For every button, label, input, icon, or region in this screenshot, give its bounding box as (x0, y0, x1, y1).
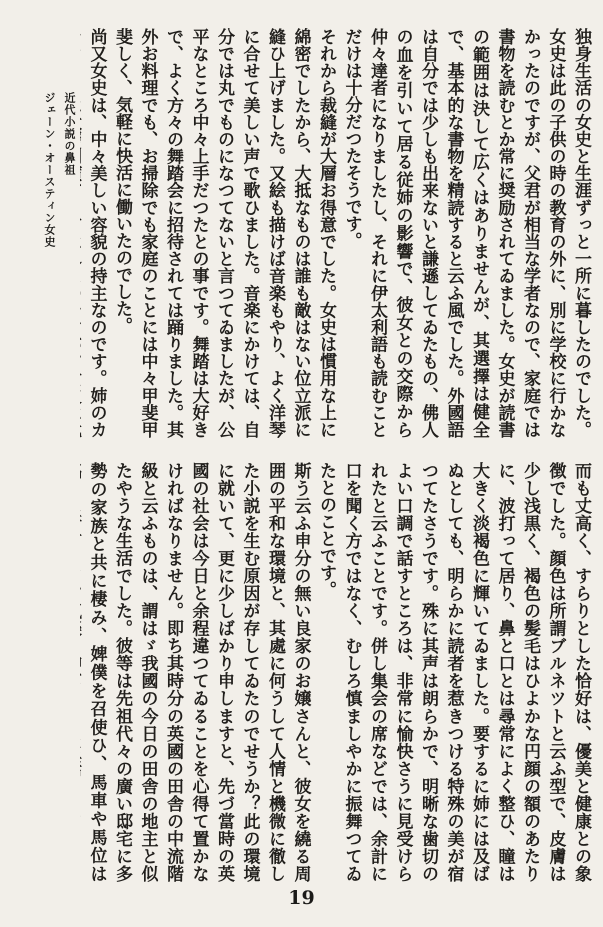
paragraph: 斯う云ふ申分の無い良家のお嬢さんと、彼女を繞る周囲の平和な環境と、其處に何うして人情と機微に徹した小説を生む原因が存してゐたのでせうか？此の環境に就いて、更に少しばかり申しますと、先づ當時の英國の社会は今日と余程違つてゐることを心得て置かなければなりません。即ち其時分の英國の田舎の中流階級と云ふものは、謂はゞ我國の今日の田舎の地主と似たやうな生活でした。彼等は先祖代々の廣い邸宅に多勢の家族と共に棲み、婢僕を召使ひ、馬車や馬位は (86, 462, 311, 882)
page-number: 19 (288, 887, 315, 909)
running-header (16, 92, 76, 248)
lower-text-block (80, 462, 593, 882)
paragraph: 而も丈高く、すらりとした恰好は、優美と健康との象徴でした。顔色は所謂ブルネツトと云ふ型で、皮膚は少し浅黒く、褐色の髪毛はひよかな円顔の額のあたりに、波打って居り、鼻と口とは尋常によく整ひ、瞳は大きく淡褐色に輝いてゐました。要するに姉には及ばぬとしても、明らかに読者を惹きつける特殊の美が宿つてたさうです。殊に其声は朗らかで、明晰な歯切のよい口調で話すところは、非常に愉快さうに見受けられたと云ふことです。併し集会の席などでは、余計に口を聞く方ではなく、むしろ慎ましやかに振舞つてゐたとのことです。 (316, 462, 591, 882)
paragraph: 独身生活の女史と生涯ずっと一所に暮したのでした。女史は此の子供の時の教育の外に、別に学校に行かなかったのですが、父君が相当な学者なので、家庭では書物を読むとか常に奨励されてゐました。女史が読書の範囲は決して広くはありませんが、其選擇は健全で、基本的な書物を精読すると云ふ風でした。外國語は自分では少しも出来ないと謙遜してゐたもの、佛人の血を引いて居る従姉の影響で、彼女との交際から仲々達者になりましたし、それに伊太利語も読むことだけは十分だつたそうです。 (341, 28, 591, 438)
paragraph: それから裁縫が大層お得意でした。女史は慣用な上に綿密でしたから、大抵なものは誰も敵はない位立派に縫ひ上げました。又絵も描けば音楽もやり、よく洋琴に合せて美しい声で歌ひました。音楽にかけては、自分では丸でものになつてないと言つてゐましたが、公平なところ中々上手だつたとの事です。舞踏は大好きで、よく方々の舞踏会に招待されては踊りました。其外お料理でも、お掃除でも家庭のことには中々甲斐甲斐しく、気軽に快活に働いたのでした。 (112, 28, 336, 438)
upper-text-block (80, 28, 593, 438)
header-series-title: 近代小説の鼻祖 (63, 92, 76, 176)
paragraph: 尚又女史は、中々美しい容貌の持主なのです。姉のカ (86, 28, 107, 438)
header-author: ジェーン・オースティン女史 (43, 92, 56, 248)
